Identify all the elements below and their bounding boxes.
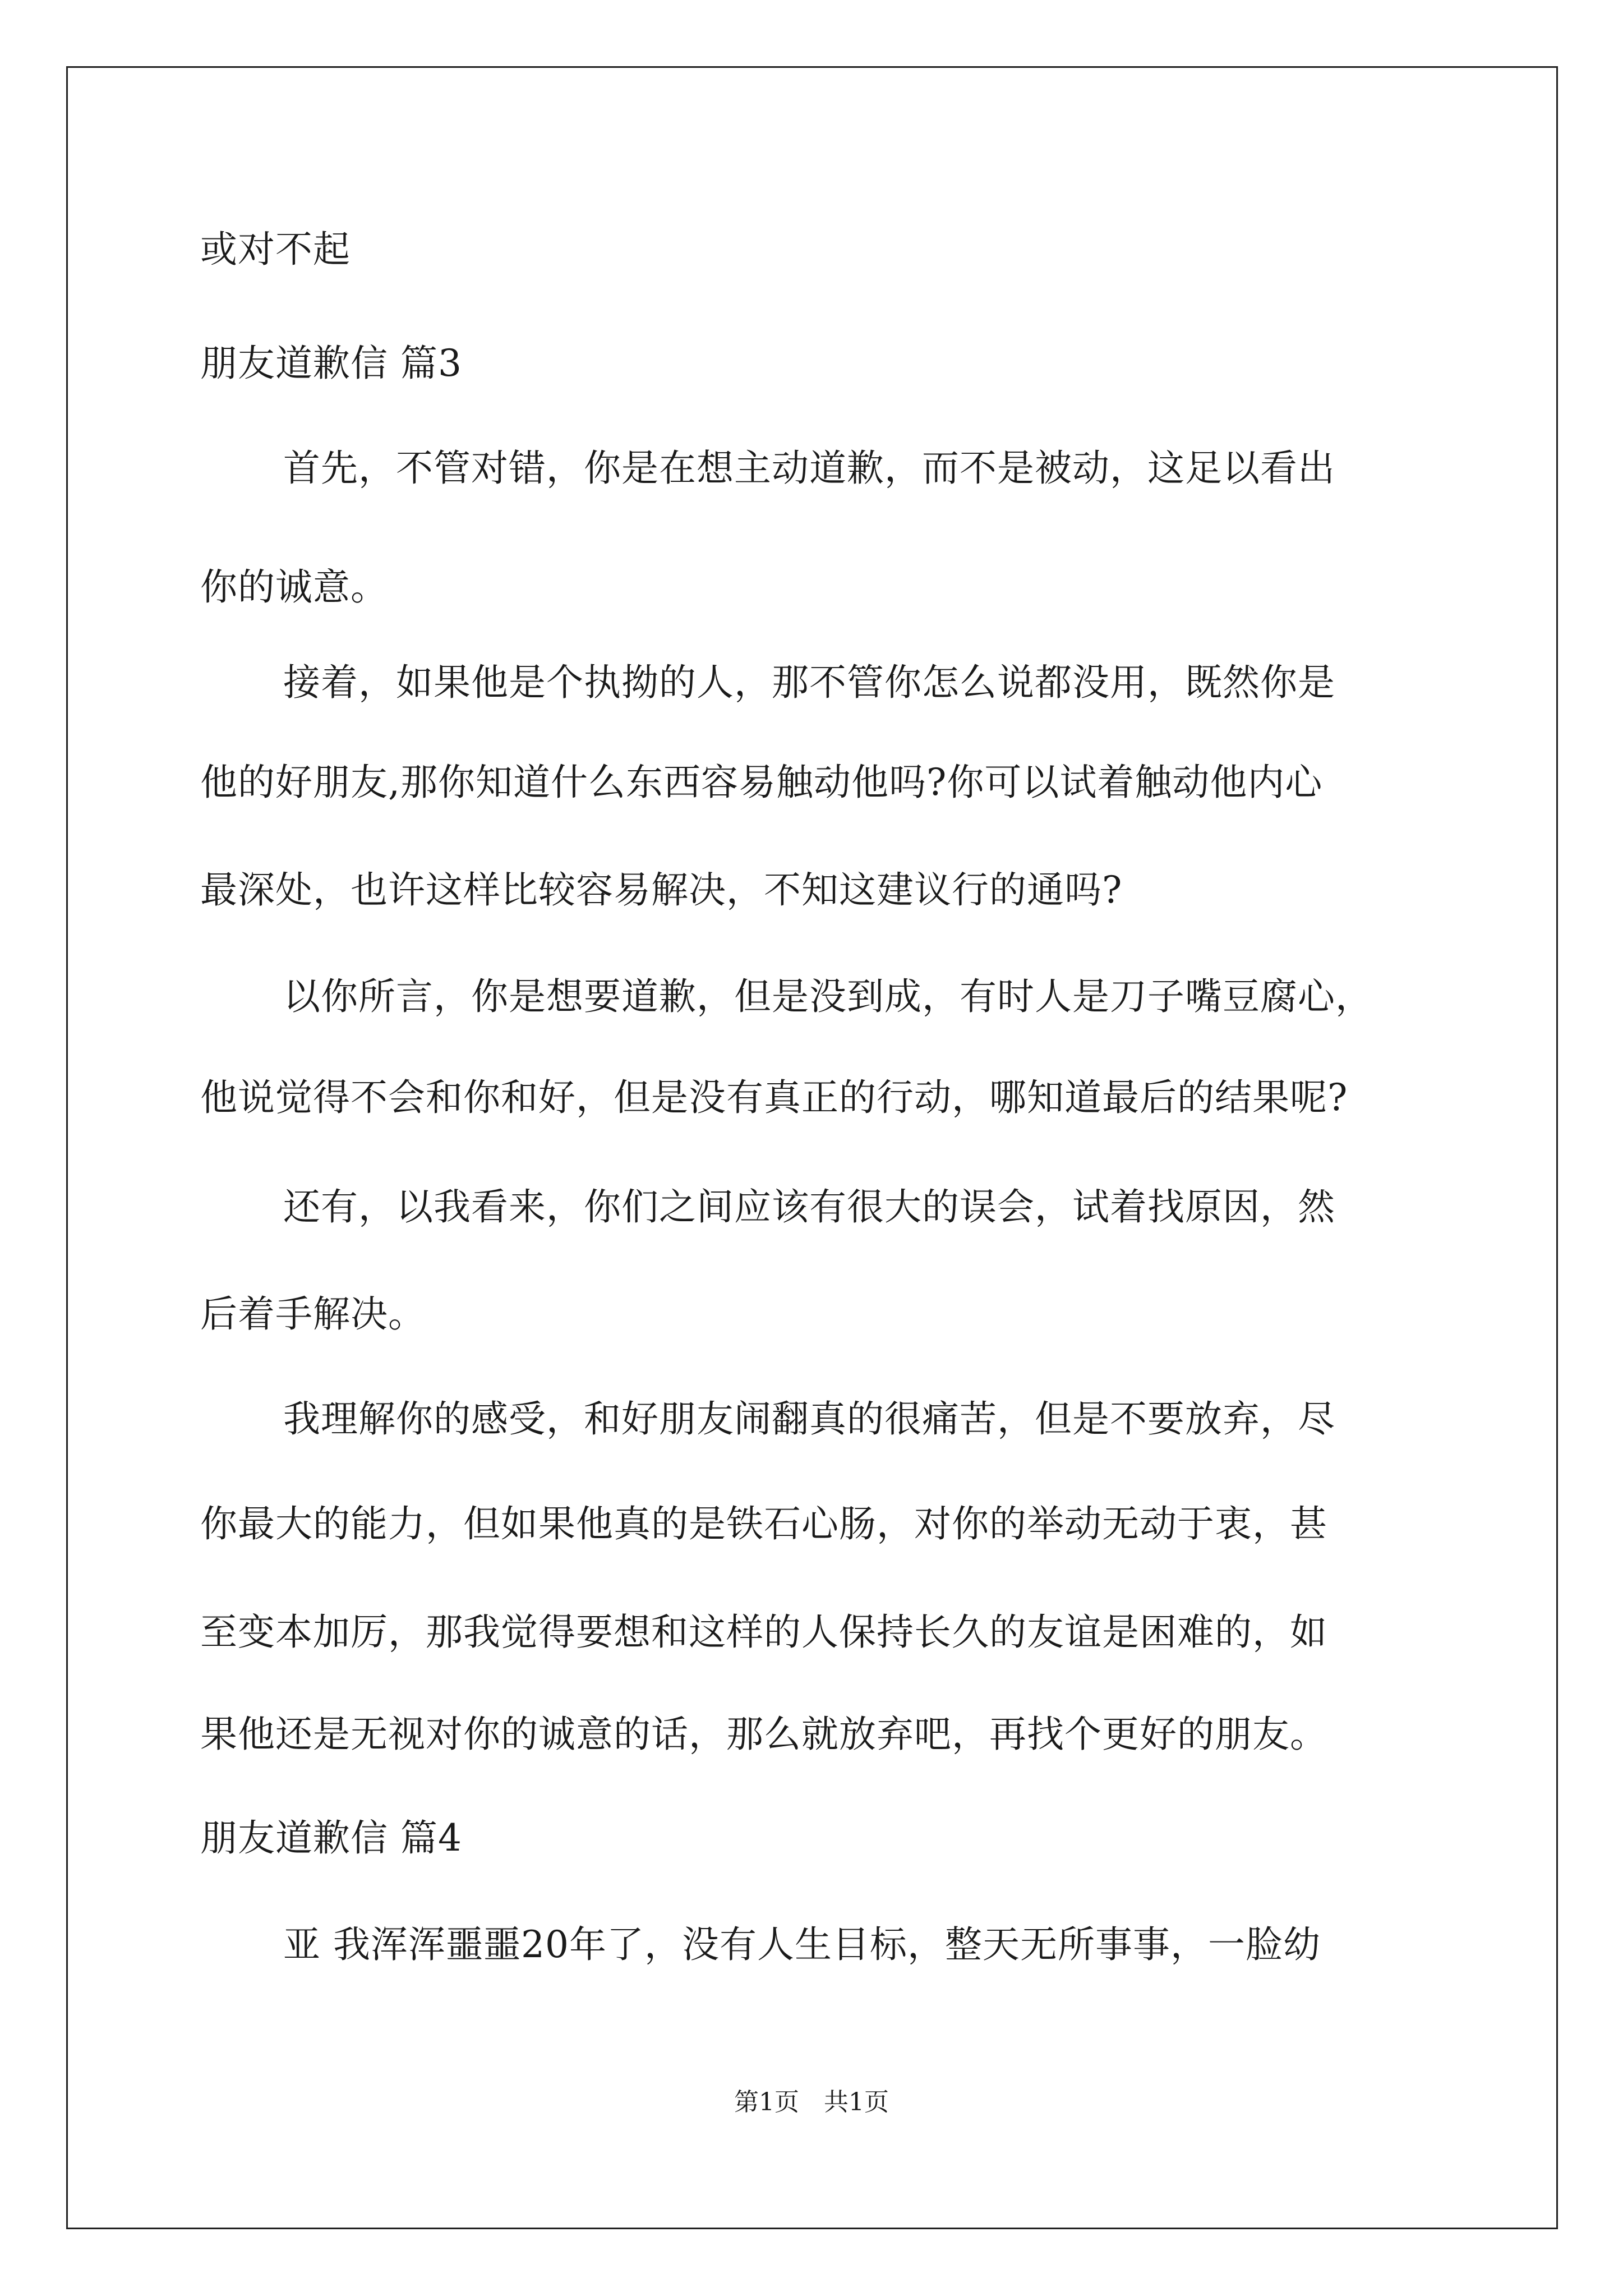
paragraph-line: 你的诚意。 xyxy=(200,565,388,609)
page-footer: 第1页 共1页 xyxy=(734,2088,889,2116)
paragraph-line: 接着，如果他是个执拗的人，那不管你怎么说都没用，既然你是 xyxy=(283,661,1335,704)
section-heading: 朋友道歉信 篇4 xyxy=(200,1816,462,1860)
paragraph-line: 他的好朋友,那你知道什么东西容易触动他吗?你可以试着触动他内心 xyxy=(200,761,1323,804)
paragraph-line: 你最大的能力，但如果他真的是铁石心肠，对你的举动无动于衷，甚 xyxy=(200,1502,1327,1545)
paragraph-line: 果他还是无视对你的诚意的话，那么就放弃吧，再找个更好的朋友。 xyxy=(200,1713,1327,1756)
paragraph-line: 亚 我浑浑噩噩20年了，没有人生目标，整天无所事事，一脸幼 xyxy=(283,1923,1321,1966)
paragraph-line: 以你所言，你是想要道歉，但是没到成，有时人是刀子嘴豆腐心， xyxy=(283,975,1373,1018)
paragraph-line: 至变本加厉，那我觉得要想和这样的人保持长久的友谊是困难的，如 xyxy=(200,1611,1327,1654)
page-border xyxy=(66,66,1558,2229)
section-heading: 朋友道歉信 篇3 xyxy=(200,342,462,385)
paragraph-line: 首先，不管对错，你是在想主动道歉，而不是被动，这足以看出 xyxy=(283,447,1335,490)
paragraph-line: 后着手解决。 xyxy=(200,1292,426,1336)
paragraph-line: 我理解你的感受，和好朋友闹翻真的很痛苦，但是不要放弃，尽 xyxy=(283,1397,1335,1441)
paragraph-line: 他说觉得不会和你和好，但是没有真正的行动，哪知道最后的结果呢? xyxy=(200,1076,1348,1119)
text-line: 或对不起 xyxy=(200,228,351,271)
paragraph-line: 最深处，也许这样比较容易解决，不知这建议行的通吗? xyxy=(200,868,1123,912)
paragraph-line: 还有，以我看来，你们之间应该有很大的误会，试着找原因，然 xyxy=(283,1185,1335,1228)
